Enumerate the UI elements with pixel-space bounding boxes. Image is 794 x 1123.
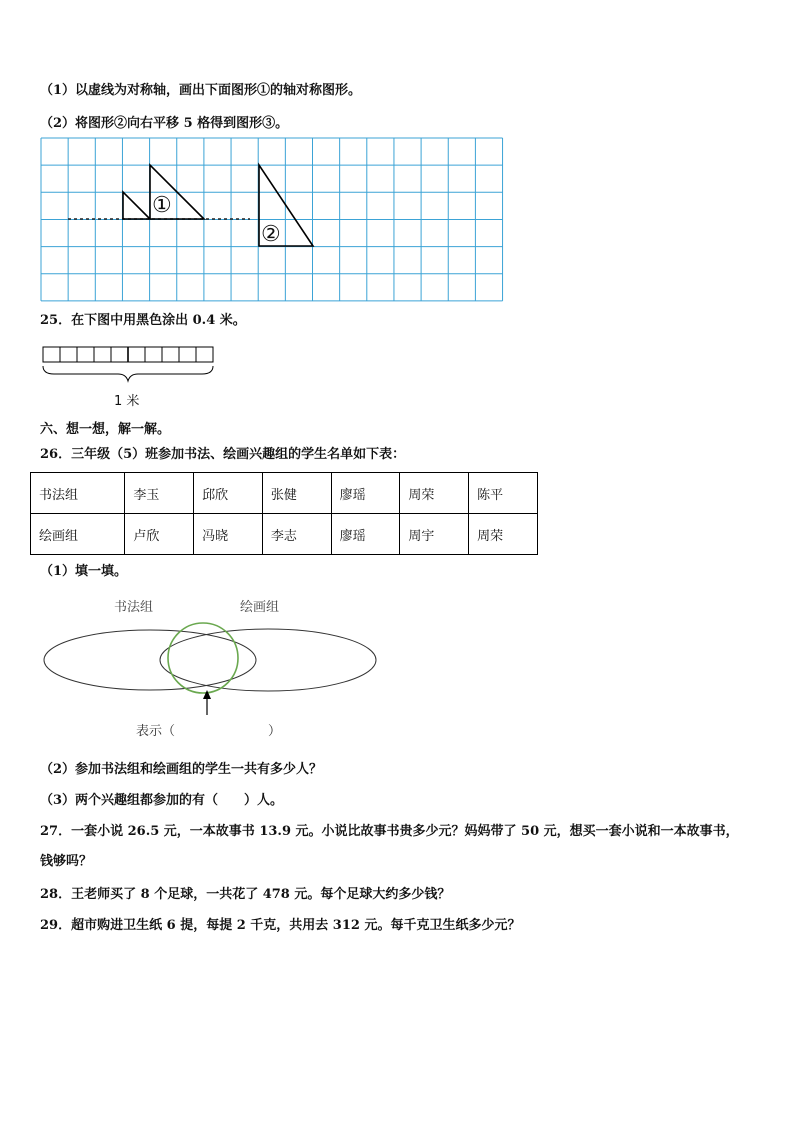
q28-text: 28．王老师买了 8 个足球，一共花了 478 元。每个足球大约多少钱？ <box>40 887 451 902</box>
ruler-label: 1 米 <box>114 394 140 409</box>
table-cell: 周宇 <box>400 514 469 555</box>
q26-part2: （2）参加书法组和绘画组的学生一共有多少人？ <box>40 762 323 777</box>
table-cell: 冯晓 <box>194 514 263 555</box>
table-cell: 李志 <box>262 514 331 555</box>
triangle-small <box>123 192 150 219</box>
q25-text: 25．在下图中用黑色涂出 0.4 米。 <box>40 313 246 328</box>
table-cell: 书法组 <box>31 473 125 514</box>
q29-text: 29．超市购进卫生纸 6 提，每提 2 千克，共用去 312 元。每千克卫生纸多少元？ <box>40 918 521 933</box>
meter-ruler <box>40 344 240 404</box>
table-cell: 陈平 <box>469 473 538 514</box>
table-cell: 绘画组 <box>31 514 125 555</box>
venn-caption-close: ） <box>268 724 282 739</box>
venn-overlap-circle <box>168 623 238 693</box>
table-cell: 周荣 <box>400 473 469 514</box>
venn-left-label: 书法组 <box>114 600 154 615</box>
q26-intro: 26．三年级（5）班参加书法、绘画兴趣组的学生名单如下表： <box>40 447 406 462</box>
venn-caption-open: 表示（ <box>136 724 176 739</box>
q27-line1: 27．一套小说 26.5 元，一本故事书 13.9 元。小说比故事书贵多少元？妈妈带了 50 元，想买一套小说和一本故事书， <box>40 824 739 839</box>
arrow-head <box>203 690 211 699</box>
ruler-ticks <box>60 347 196 362</box>
venn-right-label: 绘画组 <box>240 600 280 615</box>
table-cell: 李玉 <box>125 473 194 514</box>
table-cell: 张健 <box>262 473 331 514</box>
students-table <box>30 472 538 555</box>
shape-1-label: ① <box>152 193 172 218</box>
table-cell: 廖瑶 <box>331 514 400 555</box>
venn-left-ellipse <box>44 630 256 690</box>
venn-right-ellipse <box>160 629 376 691</box>
q27-line2: 钱够吗？ <box>40 854 93 869</box>
q26-part3: （3）两个兴趣组都参加的有（ ）人。 <box>40 793 284 808</box>
table-cell: 邱欣 <box>194 473 263 514</box>
shape-2-label: ② <box>261 222 281 247</box>
table-row <box>31 514 538 555</box>
ruler-brace <box>43 366 213 381</box>
table-cell: 卢欣 <box>125 514 194 555</box>
section6-title: 六、想一想，解一解。 <box>40 422 171 437</box>
q24-part1: （1）以虚线为对称轴，画出下面图形①的轴对称图形。 <box>40 83 362 98</box>
grid-lines <box>41 138 503 301</box>
table-cell: 廖瑶 <box>331 473 400 514</box>
table-row <box>31 473 538 514</box>
table-cell: 周荣 <box>469 514 538 555</box>
q24-part2: （2）将图形②向右平移 5 格得到图形③。 <box>40 116 289 131</box>
q26-part1: （1）填一填。 <box>40 564 128 579</box>
